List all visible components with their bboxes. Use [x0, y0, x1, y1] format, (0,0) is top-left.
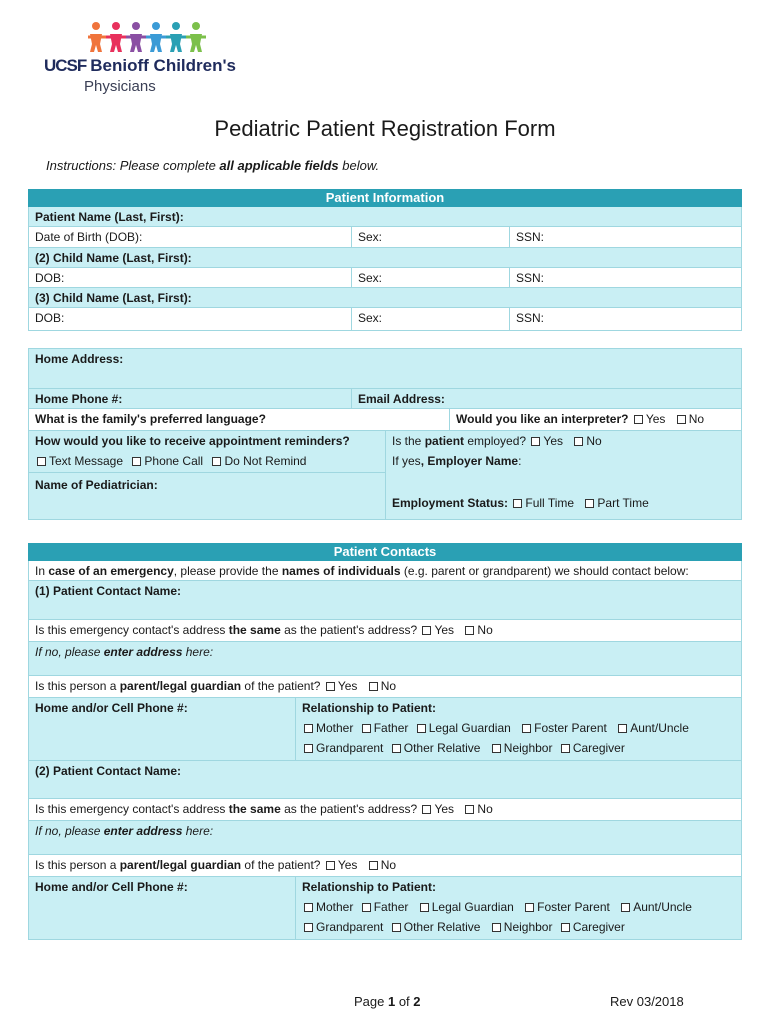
guardian-no-checkbox[interactable]: [369, 682, 378, 691]
contact-2-name-label: (2) Patient Contact Name:: [35, 764, 182, 778]
relationship-options-2: Grandparent Other Relative Neighbor Caregiver: [302, 920, 692, 934]
guardian-yes-checkbox[interactable]: [326, 682, 335, 691]
relationship-cell: [295, 877, 698, 939]
language-label: What is the family's preferred language?: [35, 412, 266, 426]
relationship-options-1: Mother Father Legal Guardian Foster Parent Aunt/Uncle: [302, 721, 689, 735]
foster-parent-checkbox[interactable]: [522, 724, 531, 733]
home-address-label: Home Address:: [35, 352, 124, 366]
same-address-yes-checkbox[interactable]: [422, 626, 431, 635]
dob-label: DOB:: [35, 311, 65, 325]
sex-label: Sex:: [351, 227, 388, 247]
employed-yes-checkbox[interactable]: [531, 437, 540, 446]
relationship-cell: [295, 698, 695, 760]
legal-guardian-checkbox[interactable]: [417, 724, 426, 733]
figure-head: [112, 22, 120, 30]
language-row: [28, 409, 742, 431]
ssn-label: SSN:: [509, 268, 550, 287]
email-label: Email Address:: [351, 389, 451, 408]
guardian-yes-checkbox[interactable]: [326, 861, 335, 870]
enter-address-label: If no, please enter address here:: [35, 824, 214, 838]
relationship-label: Relationship to Patient:: [302, 880, 437, 894]
contact-1-same-address-row: [28, 620, 742, 642]
full-time-checkbox[interactable]: [513, 499, 522, 508]
contact-2-phone-relationship-row: [28, 877, 742, 940]
contact-2-guardian-row: [28, 855, 742, 877]
contact-1-guardian-row: [28, 676, 742, 698]
other-relative-checkbox[interactable]: [392, 923, 401, 932]
reminder-options: Text Message Phone Call Do Not Remind: [35, 454, 379, 468]
mother-checkbox[interactable]: [304, 724, 313, 733]
grandparent-checkbox[interactable]: [304, 744, 313, 753]
phone-label[interactable]: Home and/or Cell Phone #:: [35, 701, 188, 715]
reminders-cell: [29, 431, 385, 520]
contact-2-same-address-row: [28, 799, 742, 821]
phone-label[interactable]: Home and/or Cell Phone #:: [35, 880, 188, 894]
instructions: Instructions: Please complete all applicable fields below.: [46, 158, 380, 173]
interpreter-question: Would you like an interpreter? Yes No: [449, 409, 710, 430]
relationship-options-1: Mother Father Legal Guardian Foster Parent Aunt/Uncle: [302, 900, 692, 914]
contacts-intro-row: [28, 561, 742, 581]
contact-1-phone-relationship-row: [28, 698, 742, 761]
aunt-uncle-checkbox[interactable]: [621, 903, 630, 912]
page-number: Page 1 of 2: [354, 994, 421, 1009]
child-3-name-row[interactable]: [28, 288, 742, 308]
reminders-row: [28, 431, 742, 520]
guardian-no-checkbox[interactable]: [369, 861, 378, 870]
page-title: Pediatric Patient Registration Form: [214, 116, 556, 141]
child-3-name-label: (3) Child Name (Last, First):: [35, 291, 192, 305]
dob-label: DOB:: [35, 271, 65, 285]
patient-name-row[interactable]: [28, 207, 742, 227]
relationship-label: Relationship to Patient:: [302, 701, 437, 715]
sex-label: Sex:: [351, 308, 388, 330]
dob-row-2: [28, 268, 742, 288]
contact-1-name-row[interactable]: [28, 581, 742, 620]
figure-head: [132, 22, 140, 30]
home-phone-label: Home Phone #:: [35, 392, 123, 406]
child-2-name-row[interactable]: [28, 248, 742, 268]
guardian-question: Is this person a parent/legal guardian of the patient? Yes No: [35, 858, 397, 872]
other-relative-checkbox[interactable]: [392, 744, 401, 753]
sex-label: Sex:: [351, 268, 388, 287]
dob-row-1: [28, 227, 742, 248]
dob-label: Date of Birth (DOB):: [35, 230, 143, 244]
contact-1-address-row[interactable]: [28, 642, 742, 676]
neighbor-checkbox[interactable]: [492, 744, 501, 753]
ssn-label: SSN:: [509, 227, 550, 247]
patient-information-header: Patient Information: [28, 189, 742, 207]
dob-row-3: [28, 308, 742, 331]
contacts-intro-text: In case of an emergency, please provide the names of individuals (e.g. parent or grandparent) we should contact below:: [35, 564, 689, 578]
enter-address-label: If no, please enter address here:: [35, 645, 214, 659]
home-address-row[interactable]: [28, 349, 742, 389]
patient-information-section: [28, 189, 742, 331]
do-not-remind-checkbox[interactable]: [212, 457, 221, 466]
employer-name-label: If yes, Employer Name:: [392, 454, 522, 468]
patient-contacts-section: [28, 543, 742, 940]
guardian-question: Is this person a parent/legal guardian of the patient? Yes No: [35, 679, 397, 693]
caregiver-checkbox[interactable]: [561, 744, 570, 753]
same-address-question: Is this emergency contact's address the same as the patient's address? Yes No: [35, 623, 493, 637]
logo: [44, 18, 244, 98]
patient-name-label: Patient Name (Last, First):: [35, 210, 184, 224]
relationship-options-2: Grandparent Other Relative Neighbor Caregiver: [302, 741, 689, 755]
part-time-checkbox[interactable]: [585, 499, 594, 508]
employment-status: Employment Status: Full Time Part Time: [392, 496, 649, 510]
brand-name: UCSF Benioff Children's: [44, 56, 236, 75]
same-address-no-checkbox[interactable]: [465, 805, 474, 814]
address-section: [28, 348, 742, 520]
aunt-uncle-checkbox[interactable]: [618, 724, 627, 733]
same-address-question: Is this emergency contact's address the same as the patient's address? Yes No: [35, 802, 493, 816]
legal-guardian-checkbox[interactable]: [420, 903, 429, 912]
phone-email-row[interactable]: [28, 389, 742, 409]
interpreter-yes-checkbox[interactable]: [634, 415, 643, 424]
reminders-label: How would you like to receive appointment reminders?: [35, 434, 350, 448]
brand-subtitle: Physicians: [84, 78, 156, 95]
revision-date: Rev 03/2018: [610, 994, 684, 1009]
figure-head: [192, 22, 200, 30]
child-2-name-label: (2) Child Name (Last, First):: [35, 251, 192, 265]
mother-checkbox[interactable]: [304, 903, 313, 912]
father-checkbox[interactable]: [362, 903, 371, 912]
same-address-yes-checkbox[interactable]: [422, 805, 431, 814]
contact-1-name-label: (1) Patient Contact Name:: [35, 584, 182, 598]
figure-head: [152, 22, 160, 30]
neighbor-checkbox[interactable]: [492, 923, 501, 932]
phone-call-checkbox[interactable]: [132, 457, 141, 466]
foster-parent-checkbox[interactable]: [525, 903, 534, 912]
figure-head: [172, 22, 180, 30]
contact-2-address-row[interactable]: [28, 821, 742, 855]
ssn-label: SSN:: [509, 308, 550, 330]
patient-contacts-header: Patient Contacts: [28, 543, 742, 561]
grandparent-checkbox[interactable]: [304, 923, 313, 932]
figure-head: [92, 22, 100, 30]
pediatrician-label: Name of Pediatrician:: [35, 478, 158, 492]
text-message-checkbox[interactable]: [37, 457, 46, 466]
interpreter-no-checkbox[interactable]: [677, 415, 686, 424]
same-address-no-checkbox[interactable]: [465, 626, 474, 635]
employed-no-checkbox[interactable]: [574, 437, 583, 446]
patient-employed-question: Is the patient employed? Yes No: [392, 434, 602, 448]
caregiver-checkbox[interactable]: [561, 923, 570, 932]
contact-2-name-row[interactable]: [28, 761, 742, 799]
employment-cell: [385, 431, 655, 519]
father-checkbox[interactable]: [362, 724, 371, 733]
children-figures-icon: [88, 18, 248, 54]
